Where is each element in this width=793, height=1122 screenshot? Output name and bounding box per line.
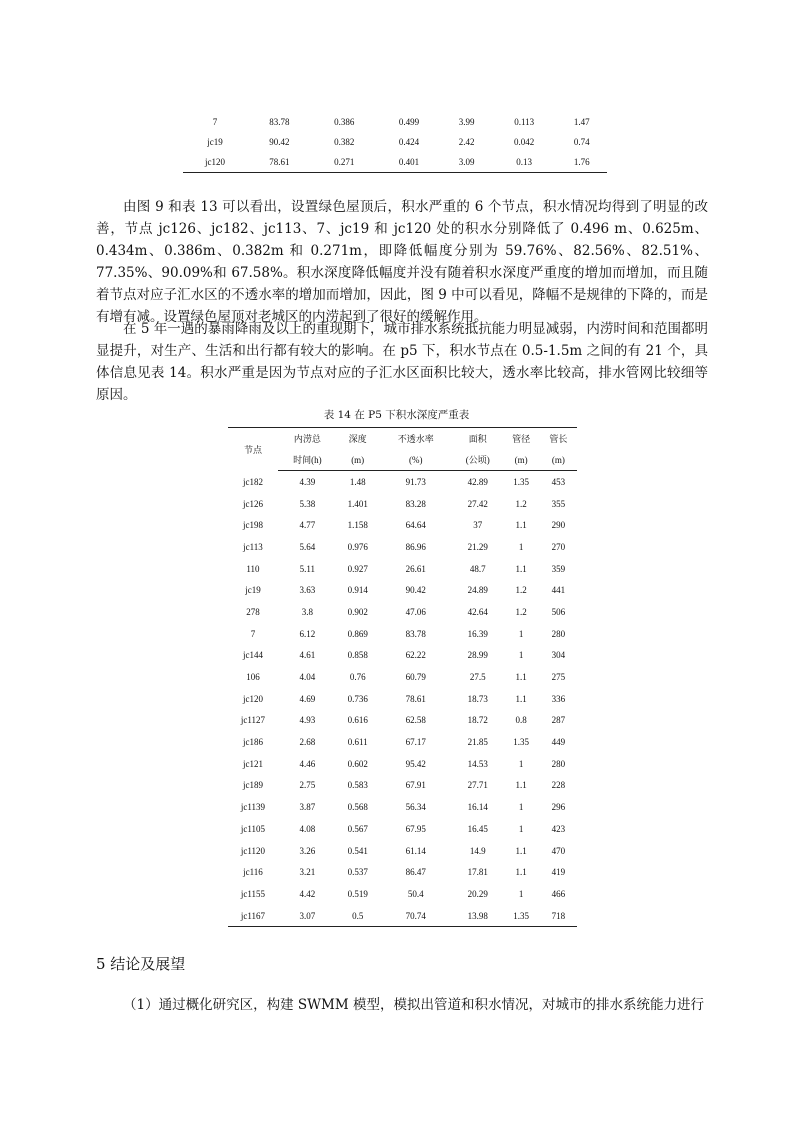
table-cell: 95.42	[405, 758, 426, 769]
table-row	[183, 132, 607, 152]
table-cell: 83.78	[405, 628, 426, 639]
table-cell: 50.4	[407, 888, 424, 899]
table-cell: 359	[551, 563, 566, 574]
table-cell: 4.42	[299, 888, 316, 899]
table-row	[228, 536, 577, 558]
table-cell: 0.382	[334, 137, 355, 147]
table-cell: 61.14	[405, 845, 426, 856]
table-cell: 90.42	[405, 585, 426, 596]
table-cell: 278	[246, 606, 260, 617]
table-cell: 1.47	[573, 117, 590, 127]
header-depth-unit: (m)	[337, 449, 379, 471]
table-row	[228, 645, 577, 667]
table-row	[228, 818, 577, 840]
table-cell: 14.53	[467, 758, 488, 769]
table-14-body	[228, 471, 577, 927]
table-cell: 280	[551, 628, 566, 639]
table-cell: 70.74	[379, 905, 453, 927]
table-cell: jc113	[243, 541, 263, 552]
table-cell: 1.48	[349, 476, 366, 487]
table-cell: 1.1	[515, 520, 527, 531]
table-cell: jc189	[242, 780, 263, 791]
table-cell: 4.39	[299, 476, 316, 487]
table-cell: 0.616	[347, 715, 368, 726]
header-pipe-length-unit: (m)	[540, 449, 577, 471]
table-cell: 0.914	[347, 585, 368, 596]
table-cell: 24.89	[467, 585, 488, 596]
table-cell: 1.35	[503, 905, 540, 927]
table-cell: jc121	[242, 758, 263, 769]
table-cell: 64.64	[405, 520, 426, 531]
table-cell: jc144	[242, 650, 263, 661]
table-row	[228, 493, 577, 515]
header-area-unit: (公顷)	[453, 449, 503, 471]
table-cell: 83.28	[405, 498, 426, 509]
table-cell: jc120	[242, 693, 263, 704]
table-row	[228, 905, 577, 927]
table-cell: jc116	[243, 867, 263, 878]
table-row	[183, 152, 607, 173]
table-cell: 4.77	[299, 520, 316, 531]
table-cell: 86.96	[405, 541, 426, 552]
table-row	[228, 666, 577, 688]
table-cell: 0.113	[514, 117, 535, 127]
table-cell: 1.1	[515, 845, 527, 856]
table-cell: 21.85	[467, 737, 488, 748]
table-cell: 0.271	[312, 152, 377, 173]
table-cell: jc1167	[228, 905, 278, 927]
table-cell: 0.927	[347, 563, 368, 574]
table-cell: 110	[246, 563, 260, 574]
table-cell: jc120	[183, 152, 247, 173]
table-cell: 1	[518, 628, 524, 639]
table-row	[228, 710, 577, 732]
table-cell: 423	[551, 823, 566, 834]
table-cell: 0.5	[337, 905, 379, 927]
table-cell: 62.22	[405, 650, 426, 661]
table-cell: 28.99	[467, 650, 488, 661]
table-cell: 1.158	[347, 520, 368, 531]
table-row	[228, 861, 577, 883]
table-cell: jc19	[245, 585, 261, 596]
table-cell: 27.5	[469, 672, 486, 683]
top-table-body	[183, 112, 607, 173]
table-cell: 17.81	[467, 867, 488, 878]
table-cell: 0.568	[347, 802, 368, 813]
table-cell: 2.68	[299, 737, 316, 748]
table-cell: 18.73	[467, 693, 488, 704]
table-row	[228, 775, 577, 797]
table-cell: 0.902	[347, 606, 368, 617]
top-table-continued	[183, 112, 607, 173]
table-cell: 90.42	[269, 137, 290, 147]
table-cell: 0.602	[347, 758, 368, 769]
table-cell: 1.1	[515, 780, 527, 791]
table-cell: 3.26	[299, 845, 316, 856]
table-cell: 5.64	[299, 541, 316, 552]
table-cell: 228	[551, 780, 566, 791]
table-cell: 67.17	[405, 737, 426, 748]
table-cell: 1	[518, 541, 524, 552]
table-cell: 2.42	[458, 137, 475, 147]
table-cell: 419	[551, 867, 566, 878]
table-cell: 21.29	[467, 541, 488, 552]
table-cell: 0.736	[347, 693, 368, 704]
table-cell: jc1120	[240, 845, 266, 856]
table-row	[228, 753, 577, 775]
table-14-caption: 表 14 在 P5 下积水深度严重表	[323, 409, 470, 421]
table-cell: 470	[551, 845, 566, 856]
table-cell: 14.9	[469, 845, 486, 856]
header-duration-unit: 时间(h)	[278, 449, 337, 471]
table-row	[228, 558, 577, 580]
table-cell: 67.95	[405, 823, 426, 834]
table-cell: 0.8	[515, 715, 527, 726]
table-cell: 4.04	[299, 672, 316, 683]
table-cell: 718	[540, 905, 577, 927]
table-cell: 16.14	[467, 802, 488, 813]
header-pipe-diameter: 管径	[503, 428, 540, 450]
table-cell: 1.2	[515, 498, 527, 509]
table-cell: 270	[551, 541, 566, 552]
table-cell: 3.21	[299, 867, 316, 878]
table-cell: 60.79	[405, 672, 426, 683]
table-cell: 449	[551, 737, 566, 748]
table-cell: 67.91	[405, 780, 426, 791]
table-cell: 0.13	[492, 152, 557, 173]
table-14-header	[228, 428, 577, 471]
table-cell: 1	[518, 888, 524, 899]
table-cell: jc1139	[240, 802, 266, 813]
table-row	[183, 112, 607, 132]
header-area: 面积	[453, 428, 503, 450]
table-cell: 16.45	[467, 823, 488, 834]
table-cell: jc126	[242, 498, 263, 509]
table-row	[228, 796, 577, 818]
table-cell: 1.1	[515, 563, 527, 574]
table-cell: 86.47	[405, 867, 426, 878]
table-cell: 0.401	[377, 152, 442, 173]
table-cell: 0.76	[349, 672, 366, 683]
table-cell: 16.39	[467, 628, 488, 639]
table-cell: 290	[551, 520, 566, 531]
table-cell: 78.61	[247, 152, 312, 173]
header-node: 节点	[228, 428, 278, 471]
table-cell: 0.583	[347, 780, 368, 791]
table-cell: 355	[551, 498, 566, 509]
table-cell: jc186	[242, 737, 263, 748]
table-row	[228, 601, 577, 623]
table-cell: 441	[551, 585, 566, 596]
table-cell: 1	[518, 802, 524, 813]
table-cell: 3.63	[299, 585, 316, 596]
table-cell: 0.858	[347, 650, 368, 661]
table-cell: 37	[473, 520, 483, 531]
table-cell: 506	[551, 606, 566, 617]
table-cell: 42.64	[467, 606, 488, 617]
header-pipe-diameter-unit: (m)	[503, 449, 540, 471]
table-cell: 18.72	[467, 715, 488, 726]
table-cell: 0.424	[398, 137, 420, 147]
table-cell: 26.61	[405, 563, 426, 574]
table-cell: 280	[551, 758, 566, 769]
table-cell: 48.7	[469, 563, 486, 574]
table-cell: 1.1	[515, 693, 527, 704]
table-cell: 336	[551, 693, 566, 704]
table-cell: 296	[551, 802, 566, 813]
paragraph-p5-analysis: 在 5 年一遇的暴雨降雨及以上的重现期下，城市排水系统抵抗能力明显减弱，内涝时间和范围都明显提升，对生产、生活和出行都有较大的影响。在 p5 下，积水节点在 0.5-1.5m 之间的有 21 个，具体信息见表 14。积水严重是因为节点对应的子汇水区面积比较大，透水率比较高，排水管网比较细等原因。	[96, 321, 708, 403]
table-cell: 3.07	[278, 905, 337, 927]
table-cell: 1	[518, 758, 524, 769]
table-cell: 4.08	[299, 823, 316, 834]
table-cell: jc19	[207, 137, 223, 147]
paragraph-green-roof-analysis: 由图 9 和表 13 可以看出，设置绿色屋顶后，积水严重的 6 个节点，积水情况均得到了明显的改善，节点 jc126、jc182、jc113、7、jc19 和 jc120 处的积水分别降低了 0.496 m、0.625m、0.434m、0.386m、0.382m 和 0.271m，即降低幅度分别为 59.76%、82.56%、82.51%、77.35%、90.09%和 67.58%。积水深度降低幅度并没有随着积水深度严重度的增加而增加，而且随着节点对应子汇水区的不透水率的增加而增加，因此，图 9 中可以看见，降幅不是规律的下降的，而是有增有减。设置绿色屋顶对老城区的内涝起到了很好的缓解作用。	[96, 199, 708, 325]
table-cell: 0.537	[347, 867, 368, 878]
table-cell: 304	[551, 650, 566, 661]
table-cell: 287	[551, 715, 566, 726]
table-cell: 13.98	[453, 905, 503, 927]
header-pipe-length: 管长	[540, 428, 577, 450]
table-row	[228, 623, 577, 645]
table-cell: 0.499	[398, 117, 420, 127]
table-cell: jc182	[242, 476, 263, 487]
table-cell: 4.93	[299, 715, 316, 726]
table-cell: 7	[250, 628, 256, 639]
table-cell: 1.35	[513, 737, 529, 748]
section-heading: 5 结论及展望	[96, 955, 186, 973]
table-cell: 106	[246, 672, 260, 683]
table-cell: 83.78	[269, 117, 290, 127]
table-row	[228, 688, 577, 710]
table-cell: 3.99	[458, 117, 475, 127]
table-row	[228, 883, 577, 905]
table-row	[228, 514, 577, 536]
header-depth: 深度	[337, 428, 379, 450]
table-cell: 42.89	[467, 476, 488, 487]
table-cell: jc1127	[240, 715, 266, 726]
table-cell: 27.42	[467, 498, 488, 509]
table-cell: 466	[551, 888, 566, 899]
table-cell: 1.1	[515, 867, 527, 878]
table-cell: 3.8	[301, 606, 313, 617]
table-cell: jc1105	[240, 823, 266, 834]
table-cell: 1.76	[557, 152, 607, 173]
table-cell: 0.74	[573, 137, 590, 147]
table-cell: 1.1	[515, 672, 527, 683]
table-cell: 27.71	[467, 780, 488, 791]
table-row	[228, 471, 577, 493]
table-cell: 62.58	[405, 715, 426, 726]
table-cell: 4.61	[299, 650, 316, 661]
table-cell: 20.29	[467, 888, 488, 899]
table-cell: 1	[518, 650, 524, 661]
header-impervious: 不透水率	[379, 428, 453, 450]
table-cell: 5.38	[299, 498, 316, 509]
table-cell: 47.06	[405, 606, 426, 617]
table-cell: 3.09	[441, 152, 491, 173]
table-cell: 5.11	[299, 563, 316, 574]
paragraph-conclusion-1: （1）通过概化研究区，构建 SWMM 模型，模拟出管道和积水情况，对城市的排水系统能力进行	[123, 997, 704, 1013]
table-cell: 6.12	[299, 628, 316, 639]
table-cell: 56.34	[405, 802, 426, 813]
table-cell: 0.611	[347, 737, 368, 748]
table-cell: 0.386	[334, 117, 355, 127]
table-cell: 1	[518, 823, 524, 834]
table-cell: 1.401	[347, 498, 368, 509]
table-cell: 453	[551, 476, 566, 487]
table-cell: 4.69	[299, 693, 316, 704]
table-cell: 7	[212, 117, 218, 127]
table-row	[228, 731, 577, 753]
table-cell: 91.73	[405, 476, 426, 487]
table-row	[228, 840, 577, 862]
table-cell: 1.2	[515, 585, 527, 596]
table-14	[228, 427, 577, 927]
table-cell: 78.61	[405, 693, 426, 704]
table-cell: 2.75	[299, 780, 316, 791]
table-cell: 0.869	[347, 628, 368, 639]
table-cell: jc1155	[240, 888, 266, 899]
table-cell: 0.541	[347, 845, 368, 856]
table-cell: jc198	[242, 520, 263, 531]
table-cell: 4.46	[299, 758, 316, 769]
table-cell: 0.042	[514, 137, 535, 147]
table-cell: 3.87	[299, 802, 316, 813]
header-duration: 内涝总	[278, 428, 337, 450]
table-cell: 0.567	[347, 823, 368, 834]
header-impervious-unit: (%)	[379, 449, 453, 471]
table-cell: 275	[551, 672, 566, 683]
table-cell: 0.976	[347, 541, 368, 552]
table-cell: 1.2	[515, 606, 527, 617]
table-cell: 1.35	[513, 476, 529, 487]
table-cell: 0.519	[347, 888, 368, 899]
table-row	[228, 579, 577, 601]
